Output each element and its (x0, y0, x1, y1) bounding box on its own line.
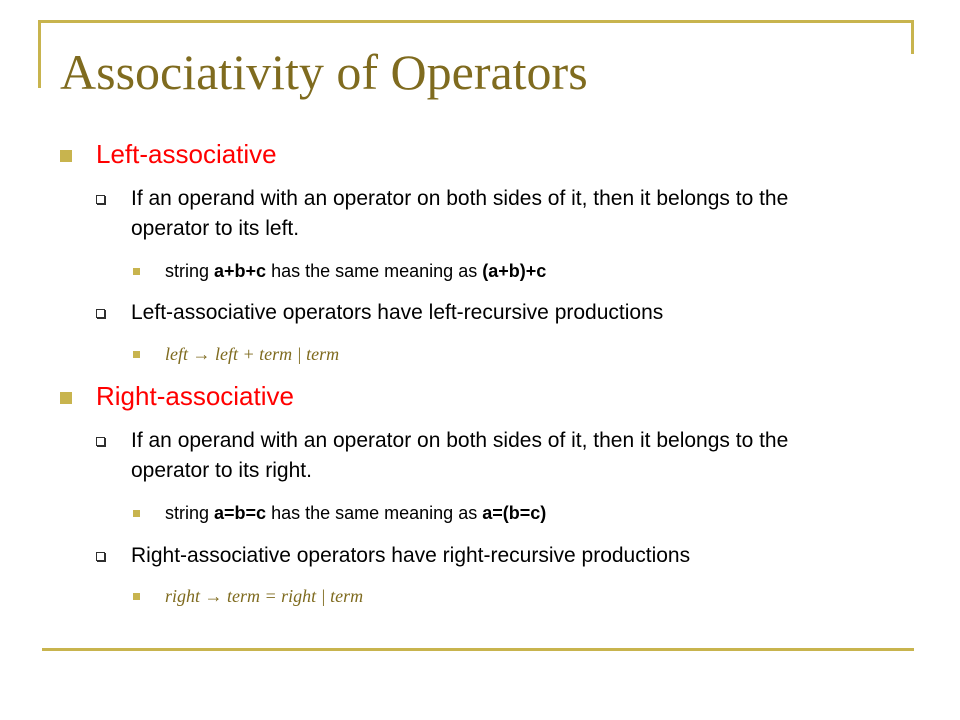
bullet-right-rule (96, 437, 105, 446)
frame-right-line (911, 20, 914, 54)
right-production-rhs: term = right | term (227, 586, 364, 606)
bullet-left-production (133, 351, 140, 358)
arrow-icon: → (204, 586, 223, 606)
bullet-right-production (133, 593, 140, 600)
right-associative-heading: Right-associative (96, 381, 294, 411)
arrow-icon: → (192, 344, 211, 364)
bullet-left-example (133, 268, 140, 275)
right-production (165, 584, 363, 608)
left-production-rhs: left + term | term (215, 344, 340, 364)
right-rule-text: If an operand with an operator on both sides of it, then it belongs to the operator to its right. (131, 429, 789, 482)
right-example-pre: string (165, 503, 215, 523)
frame-top-line (38, 20, 914, 23)
bullet-right-productions (96, 552, 105, 561)
bullet-left-rule (96, 195, 105, 204)
bullet-right-heading (60, 392, 72, 404)
right-example-equiv: a=(b=c) (482, 503, 547, 523)
frame-bottom-line (42, 648, 914, 651)
right-productions-text: Right-associative operators have right-recursive productions (131, 544, 691, 567)
bullet-left-productions (96, 309, 105, 318)
right-example-expr: a=b=c (214, 503, 267, 523)
slide-title: Associativity of Operators (60, 44, 588, 100)
right-example-mid: has the same meaning as (266, 503, 483, 523)
left-example-equiv: (a+b)+c (482, 261, 547, 281)
left-example-mid: has the same meaning as (266, 261, 483, 281)
left-example (165, 259, 546, 283)
left-production-lhs: left (165, 344, 188, 364)
left-associative-heading: Left-associative (96, 139, 277, 169)
bullet-left-heading (60, 150, 72, 162)
frame-left-line (38, 20, 41, 88)
left-production (165, 342, 339, 366)
bullet-right-example (133, 510, 140, 517)
right-production-lhs: right (165, 586, 201, 606)
left-productions-text: Left-associative operators have left-recursive productions (131, 301, 664, 324)
left-example-pre: string (165, 261, 215, 281)
left-rule-text: If an operand with an operator on both sides of it, then it belongs to the operator to its left. (131, 187, 789, 240)
left-example-expr: a+b+c (214, 261, 267, 281)
right-example (165, 501, 546, 525)
